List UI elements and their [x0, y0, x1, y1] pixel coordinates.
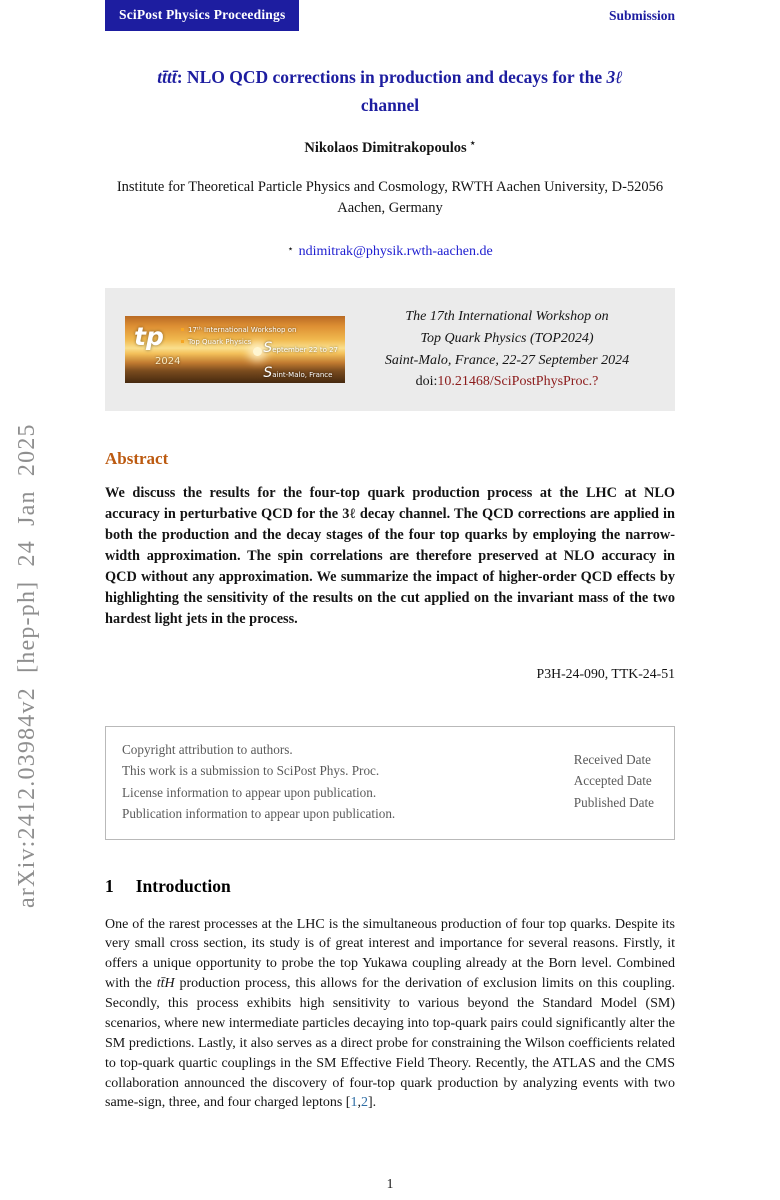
- arxiv-identifier-stamp: arXiv:2412.03984v2 [hep-ph] 24 Jan 2025: [14, 423, 40, 908]
- abstract-heading: Abstract: [105, 448, 169, 468]
- title-line2: channel: [360, 95, 420, 116]
- intro-math-ttH: tt̄H: [156, 976, 175, 992]
- conference-details: [345, 306, 655, 393]
- logo-location: Saint-Malo, France: [263, 365, 333, 382]
- journal-banner: SciPost Physics Proceedings: [105, 0, 299, 31]
- published-date-label: Published Date: [573, 794, 654, 810]
- abstract-body: We discuss the results for the four-top quark production process at the LHC at NLO accuracy in perturbative QCD for the 3ℓ decay channel. The QCD corrections are applied in both the production and the decay stages of the four top quarks by employing the narrow-width approximation. The spin correlations are therefore preserved at NLO accuracy in QCD without any approximation. We summarize the impact of higher-order QCD effects by highlighting the sensitivity of the results on the cut applied on the invariant mass of the two hardest light jets in the process.: [105, 484, 675, 628]
- conference-logo-image: [125, 316, 345, 383]
- section-number: 1: [105, 875, 114, 896]
- logo-dates: September 22 to 27: [263, 340, 338, 357]
- intro-text-end: ].: [367, 1095, 377, 1111]
- citation-ref-2[interactable]: 2: [360, 1095, 368, 1111]
- report-numbers: P3H-24-090, TTK-24-51: [536, 666, 675, 682]
- citation-ref-1[interactable]: 1: [350, 1095, 358, 1111]
- copyright-left-column: [122, 739, 395, 825]
- citation-separator: ,: [357, 1095, 361, 1111]
- intro-text: One of the rarest processes at the LHC is the simultaneous production of four top quarks. Despite its very small cross section, its study is of great interest and importance for several reasons. Firstly, it offers a unique opportunity to probe the top Yukawa coupling already at the Born level. Combined with the: [105, 916, 675, 992]
- conference-location-dates: Saint-Malo, France, 22-27 September 2024: [384, 352, 630, 368]
- email-line: [105, 244, 675, 260]
- introduction-paragraph: [105, 915, 675, 1114]
- conference-name-line2: Top Quark Physics (TOP2024): [420, 330, 594, 346]
- section-heading-introduction: [105, 876, 675, 897]
- conference-name-line1: The 17th International Workshop on: [405, 309, 609, 325]
- paper-title: [105, 63, 675, 120]
- masthead: [105, 0, 675, 31]
- copyright-box: [105, 726, 675, 840]
- conference-banner: [105, 288, 675, 411]
- affiliation: Institute for Theoretical Particle Physics and Cosmology, RWTH Aachen University, D-52056 Aachen, Germany: [116, 178, 664, 217]
- page-body: [105, 0, 675, 1113]
- copyright-line: This work is a submission to SciPost Phys. Proc.: [122, 763, 380, 779]
- logo-date-place-caption: [263, 336, 338, 383]
- doi-label: doi:: [415, 374, 438, 390]
- top2024-logo-mark: tp: [134, 322, 164, 352]
- copyright-line: Publication information to appear upon publication.: [122, 806, 396, 822]
- logo-workshop-line1: 17ᵗʰ International Workshop on: [181, 325, 296, 337]
- received-date-label: Received Date: [573, 752, 652, 768]
- top2024-logo-year: 2024: [155, 356, 181, 368]
- page-number: 1: [386, 1176, 394, 1191]
- author-line: [105, 138, 675, 157]
- accepted-date-label: Accepted Date: [573, 773, 652, 789]
- author-footnote-marker: ⋆: [469, 138, 476, 149]
- email-footnote-marker: ⋆: [287, 244, 294, 256]
- copyright-line: Copyright attribution to authors.: [122, 742, 293, 758]
- author-name: Nikolaos Dimitrakopoulos: [304, 139, 467, 156]
- title-math-tttt: tt̄tt̄: [157, 67, 177, 87]
- copyright-line: License information to appear upon publication.: [122, 784, 377, 800]
- title-math-3l: 3ℓ: [606, 67, 623, 87]
- doi-line: [359, 371, 655, 393]
- title-text: : NLO QCD corrections in production and decays for the: [176, 67, 607, 87]
- intro-text: production process, this allows for the derivation of exclusion limits on this coupling. Secondly, this process exhibits high sensitivity to various beyond the Standard Model (SM) scenarios, where new intermediate particles decaying into top-quark pairs could significantly alter the SM predictions. Lastly, it also serves as a direct probe for constraining the Wilson coefficients related to top-quark quartic couplings in the SM Effective Field Theory. Recently, the ATLAS and the CMS collaboration announced the discovery of four-top quark production by analyzing events with two same-sign, three, and four charged leptons [: [105, 976, 676, 1111]
- logo-workshop-line2: Top Quark Physics: [181, 337, 296, 349]
- doi-link[interactable]: 10.21468/SciPostPhysProc.?: [437, 374, 599, 390]
- email-link[interactable]: ndimitrak@physik.rwth-aachen.de: [298, 244, 493, 260]
- section-title: Introduction: [135, 875, 231, 896]
- submission-label: Submission: [608, 8, 675, 23]
- dates-right-column: [574, 739, 658, 825]
